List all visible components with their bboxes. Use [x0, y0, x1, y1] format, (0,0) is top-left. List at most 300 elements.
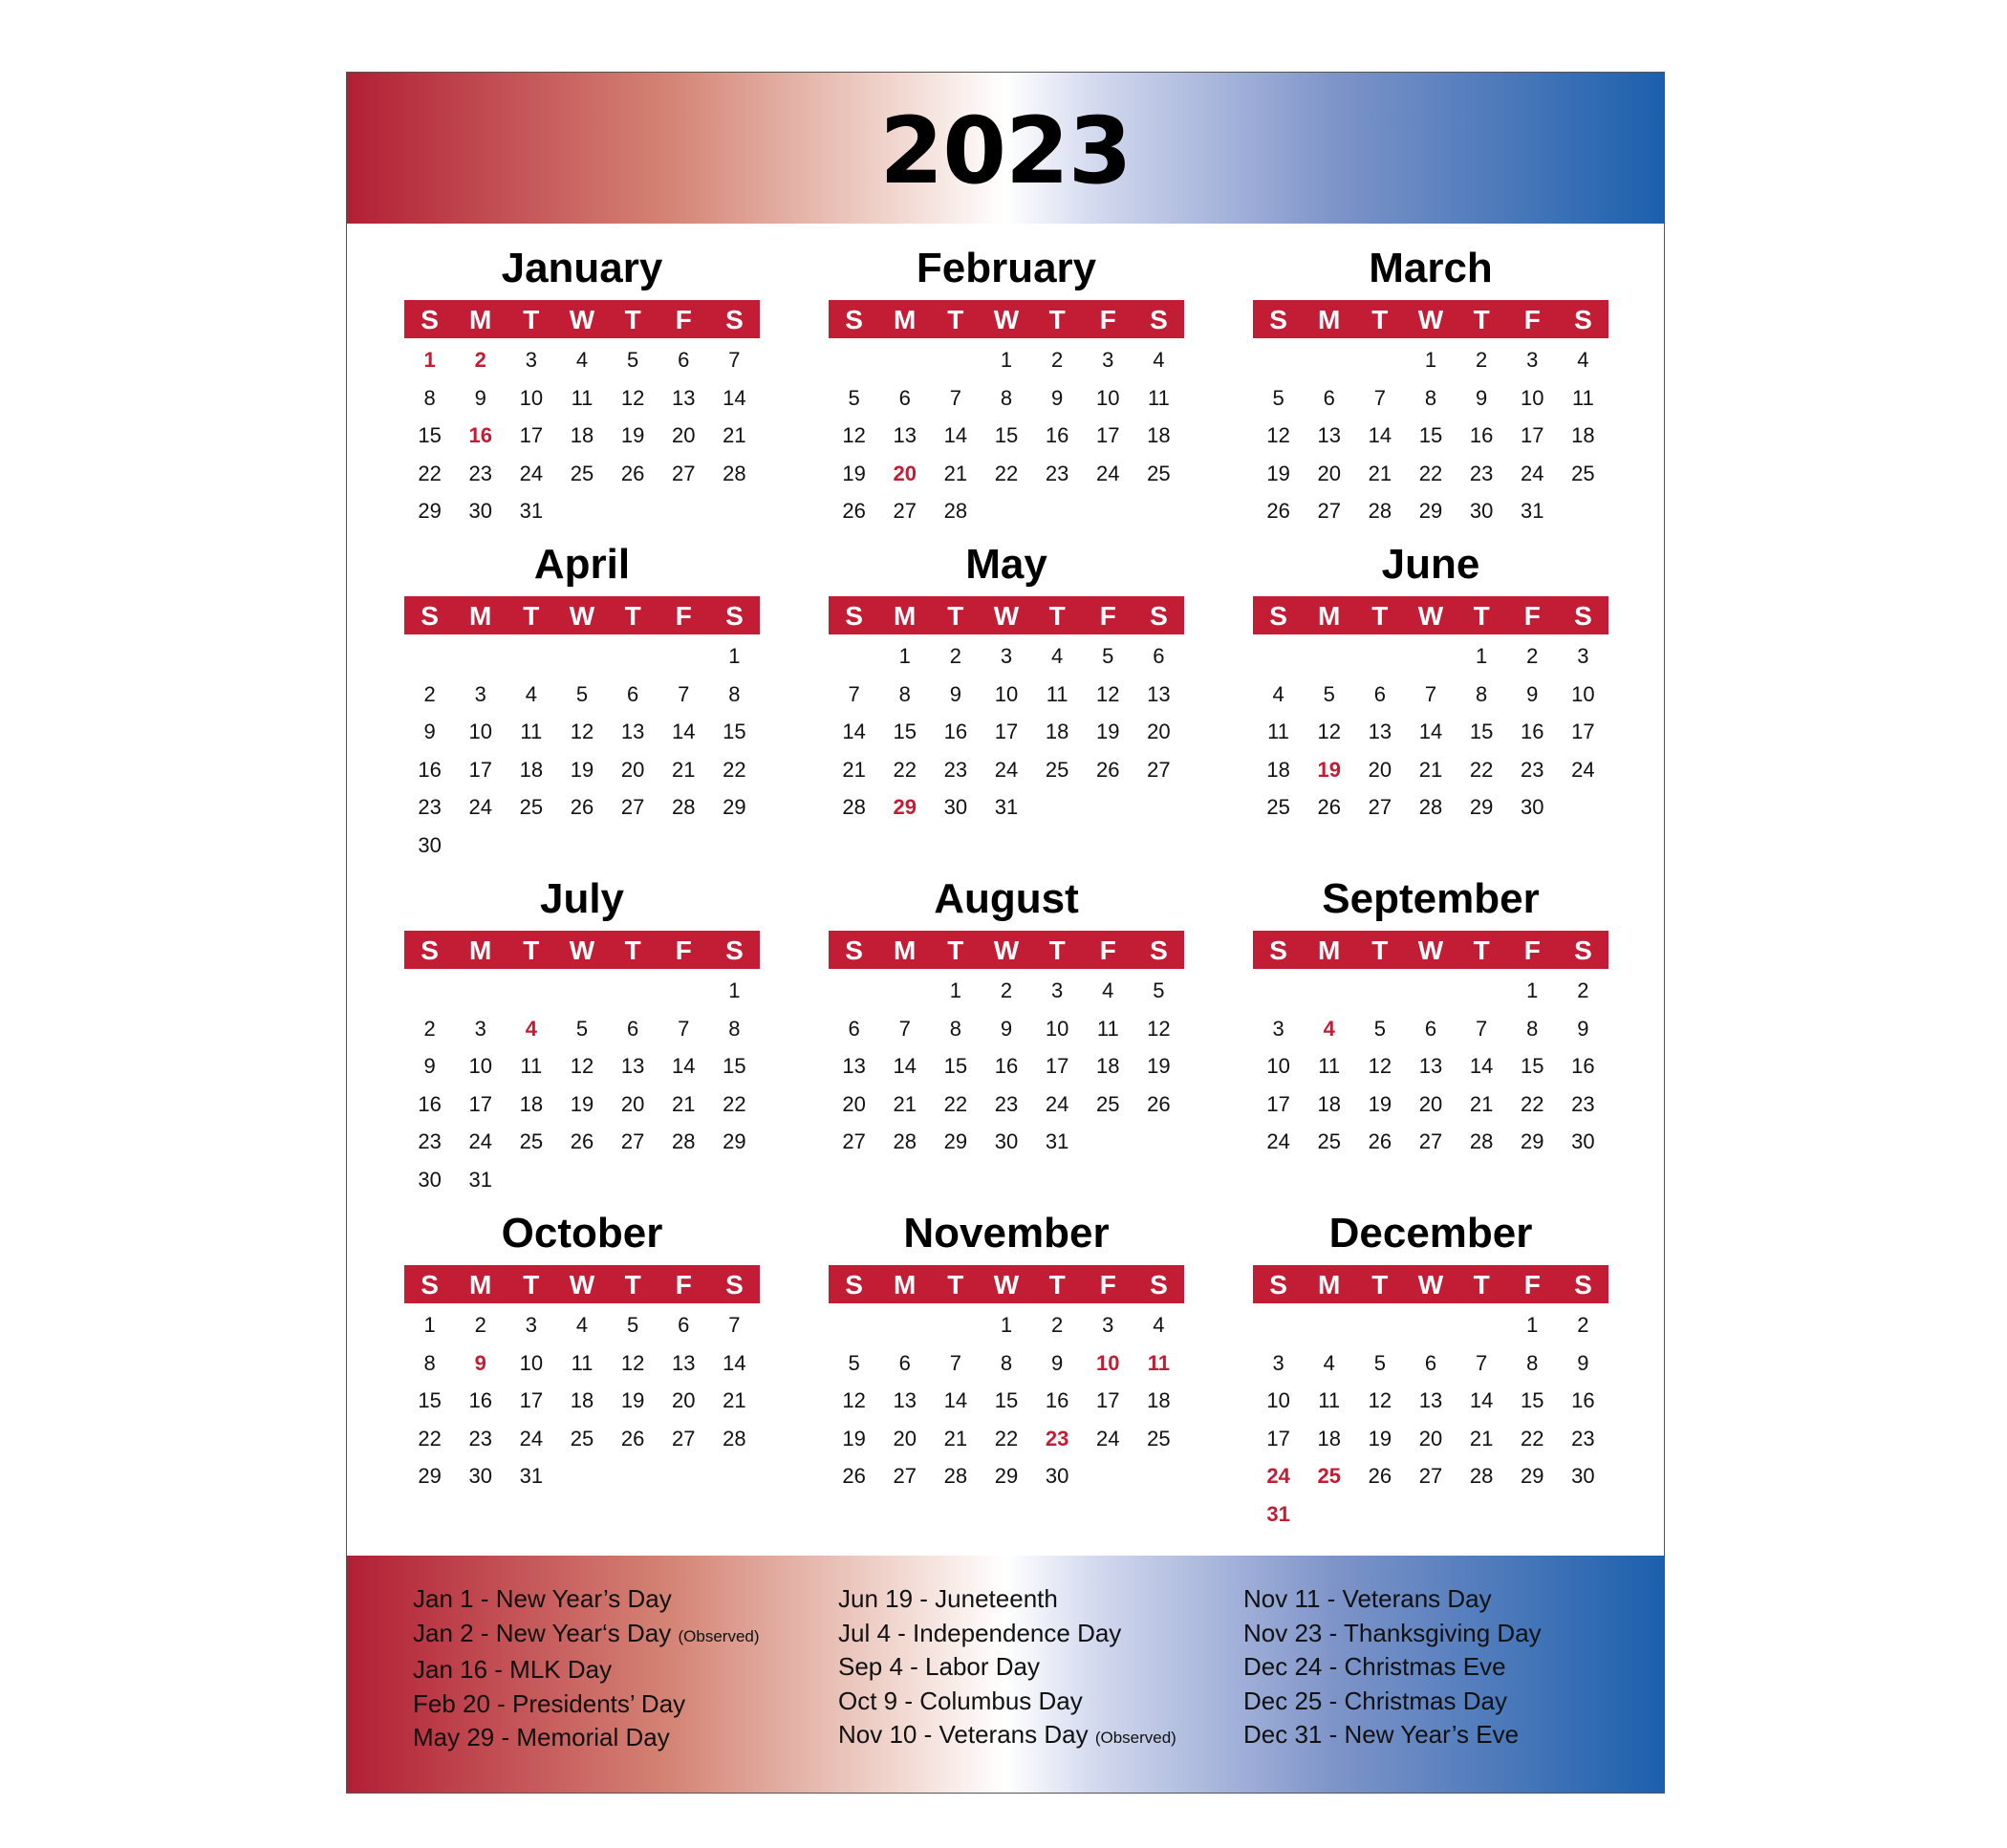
calendar-date: 14	[723, 1350, 746, 1375]
calendar-date: 7	[678, 1016, 690, 1041]
year-title: 2023	[879, 97, 1132, 204]
calendar-date: 28	[893, 1129, 917, 1153]
weekday-label: T	[1473, 601, 1490, 631]
calendar-date: 16	[1521, 720, 1544, 743]
calendar-date: 15	[1418, 423, 1443, 447]
calendar-date: 24	[519, 461, 544, 485]
calendar-date: 29	[943, 1129, 968, 1153]
empty-day	[455, 637, 506, 676]
calendar-date: 17	[1045, 1054, 1069, 1078]
weekday-header	[404, 931, 760, 969]
day-grid	[829, 1303, 1184, 1495]
calendar-date: 1	[1526, 978, 1539, 1002]
calendar-date: 23	[418, 1129, 442, 1153]
day-grid	[404, 1303, 760, 1495]
year-header	[347, 73, 1664, 224]
calendar-date: 14	[672, 1054, 696, 1078]
calendar-date: 21	[893, 1091, 917, 1116]
empty-day	[1253, 1306, 1304, 1344]
calendar-date: 31	[994, 795, 1019, 819]
month-name: March	[1369, 245, 1493, 291]
weekday-label: T	[1371, 601, 1389, 631]
holiday-date: 23	[1045, 1426, 1069, 1450]
calendar-date: 4	[1577, 348, 1589, 372]
day-grid	[1253, 969, 1608, 1161]
day-grid	[404, 338, 760, 530]
weekday-header	[404, 1265, 760, 1303]
calendar-date: 13	[842, 1054, 866, 1078]
empty-day	[506, 972, 556, 1010]
calendar-date: 18	[570, 423, 594, 447]
calendar-date: 10	[468, 720, 492, 743]
calendar-date: 27	[893, 499, 917, 523]
empty-day	[404, 972, 455, 1010]
calendar-date: 3	[1272, 1016, 1284, 1041]
weekday-header	[829, 300, 1184, 338]
day-grid	[829, 338, 1184, 530]
calendar-date: 11	[1571, 385, 1594, 410]
calendar-date: 29	[1521, 1464, 1544, 1488]
holiday-date: 1	[423, 348, 436, 372]
calendar-date: 6	[898, 1350, 911, 1375]
calendar-page	[346, 72, 1665, 1794]
calendar-date: 23	[468, 1426, 492, 1450]
weekday-label: W	[1417, 1270, 1444, 1300]
calendar-date: 21	[943, 461, 968, 485]
calendar-date: 1	[1424, 348, 1437, 372]
weekday-label: T	[523, 305, 540, 334]
calendar-date: 3	[525, 348, 537, 372]
weekday-label: S	[1574, 1270, 1592, 1300]
calendar-date: 27	[1418, 1129, 1443, 1153]
calendar-date: 6	[678, 1313, 690, 1337]
holiday-text: Nov 11 - Veterans Day	[1243, 1584, 1492, 1613]
month-name: September	[1322, 875, 1540, 922]
calendar-date: 5	[627, 348, 639, 372]
weekday-label: F	[1099, 601, 1116, 631]
empty-day	[1405, 972, 1456, 1010]
calendar-date: 27	[893, 1464, 917, 1488]
calendar-date: 17	[1266, 1091, 1290, 1116]
calendar-date: 4	[1051, 644, 1064, 668]
empty-day	[1354, 341, 1405, 379]
calendar-date: 7	[1424, 681, 1437, 706]
calendar-date: 12	[570, 1054, 594, 1078]
calendar-date: 18	[1096, 1054, 1120, 1078]
day-grid	[404, 634, 760, 864]
calendar-date: 11	[520, 720, 543, 743]
holiday-date: 29	[893, 795, 917, 819]
calendar-date: 23	[943, 757, 968, 782]
weekday-label: M	[894, 305, 917, 334]
weekday-label: T	[1048, 935, 1066, 965]
calendar-date: 13	[1317, 423, 1341, 447]
calendar-date: 26	[1368, 1464, 1392, 1488]
weekday-label: M	[469, 1270, 492, 1300]
calendar-date: 18	[1571, 423, 1595, 447]
calendar-date: 1	[728, 978, 741, 1002]
calendar-date: 2	[1051, 1313, 1064, 1337]
month-name: May	[965, 541, 1047, 588]
weekday-label: S	[1574, 305, 1592, 334]
month-april	[404, 539, 760, 864]
calendar-date: 7	[949, 1350, 961, 1375]
calendar-date: 6	[898, 385, 911, 410]
calendar-date: 29	[994, 1464, 1019, 1488]
month-september	[1253, 873, 1608, 1161]
calendar-date: 6	[627, 1016, 639, 1041]
calendar-date: 27	[842, 1129, 866, 1153]
calendar-date: 15	[994, 1388, 1019, 1412]
weekday-header	[829, 931, 1184, 969]
calendar-date: 7	[898, 1016, 911, 1041]
empty-day	[1457, 1306, 1507, 1344]
empty-day	[404, 637, 455, 676]
weekday-label: F	[675, 601, 692, 631]
calendar-date: 13	[1368, 720, 1392, 743]
empty-day	[1354, 637, 1405, 676]
calendar-date: 14	[672, 720, 696, 743]
calendar-date: 30	[468, 499, 492, 523]
calendar-date: 14	[943, 1388, 968, 1412]
weekday-header	[1253, 931, 1608, 969]
weekday-label: S	[421, 305, 439, 334]
calendar-date: 26	[620, 1426, 645, 1450]
holiday-note: (Observed)	[678, 1626, 760, 1645]
weekday-header	[829, 1265, 1184, 1303]
weekday-label: M	[1318, 305, 1341, 334]
calendar-date: 28	[672, 1129, 696, 1153]
month-july	[404, 873, 760, 1198]
weekday-label: T	[624, 935, 641, 965]
calendar-date: 10	[1266, 1054, 1290, 1078]
calendar-date: 5	[627, 1313, 639, 1337]
calendar-date: 11	[1046, 681, 1068, 706]
weekday-label: F	[1523, 1270, 1541, 1300]
weekday-label: T	[1473, 305, 1490, 334]
month-name: October	[501, 1210, 663, 1257]
holiday-item	[413, 1721, 760, 1755]
calendar-date: 18	[1317, 1091, 1341, 1116]
weekday-label: S	[421, 1270, 439, 1300]
calendar-date: 11	[1267, 720, 1289, 743]
calendar-date: 27	[1147, 757, 1171, 782]
holiday-item	[413, 1617, 760, 1654]
calendar-date: 1	[1000, 348, 1013, 372]
calendar-date: 16	[1571, 1388, 1595, 1412]
calendar-date: 11	[1096, 1016, 1119, 1041]
calendar-date: 17	[1096, 1388, 1120, 1412]
calendar-date: 11	[520, 1054, 543, 1078]
calendar-date: 2	[1000, 978, 1013, 1002]
calendar-date: 8	[1000, 385, 1013, 410]
calendar-date: 8	[728, 681, 741, 706]
calendar-date: 13	[672, 1350, 696, 1375]
calendar-date: 4	[575, 1313, 589, 1337]
calendar-date: 9	[1476, 385, 1488, 410]
holiday-text: Jul 4 - Independence Day	[838, 1618, 1122, 1647]
calendar-date: 29	[723, 795, 746, 819]
calendar-date: 2	[423, 1016, 436, 1041]
calendar-date: 15	[418, 423, 442, 447]
calendar-date: 22	[418, 461, 442, 485]
weekday-label: M	[469, 601, 492, 631]
calendar-date: 8	[898, 681, 911, 706]
holiday-date: 19	[1317, 757, 1341, 782]
calendar-date: 28	[672, 795, 696, 819]
empty-day	[608, 972, 658, 1010]
calendar-date: 31	[519, 499, 544, 523]
calendar-date: 26	[570, 1129, 594, 1153]
holiday-item	[838, 1617, 1176, 1651]
empty-day	[930, 341, 981, 379]
calendar-date: 21	[1368, 461, 1392, 485]
calendar-date: 9	[474, 385, 486, 410]
weekday-label: S	[1150, 305, 1168, 334]
holiday-date: 31	[1266, 1501, 1290, 1526]
calendar-date: 24	[1096, 461, 1120, 485]
calendar-date: 19	[1368, 1426, 1392, 1450]
calendar-date: 21	[943, 1426, 968, 1450]
calendar-date: 7	[949, 385, 961, 410]
calendar-date: 22	[723, 757, 746, 782]
calendar-date: 7	[1476, 1016, 1488, 1041]
calendar-date: 10	[1266, 1388, 1290, 1412]
holiday-date: 16	[468, 423, 492, 447]
calendar-date: 3	[1000, 644, 1013, 668]
calendar-date: 6	[627, 681, 639, 706]
weekday-label: S	[1150, 1270, 1168, 1300]
calendar-date: 14	[723, 385, 746, 410]
calendar-date: 18	[1147, 1388, 1171, 1412]
calendar-date: 23	[468, 461, 492, 485]
weekday-label: W	[1417, 601, 1444, 631]
calendar-date: 2	[1476, 348, 1488, 372]
empty-day	[1354, 972, 1405, 1010]
weekday-label: T	[523, 601, 540, 631]
weekday-label: T	[1371, 935, 1389, 965]
calendar-date: 17	[994, 720, 1019, 743]
calendar-date: 19	[620, 1388, 645, 1412]
calendar-date: 19	[1368, 1091, 1392, 1116]
calendar-date: 23	[1045, 461, 1069, 485]
calendar-date: 15	[893, 720, 917, 743]
calendar-date: 20	[893, 1426, 917, 1450]
weekday-label: S	[725, 305, 744, 334]
calendar-date: 23	[418, 795, 442, 819]
calendar-date: 21	[842, 757, 866, 782]
calendar-date: 27	[620, 795, 645, 819]
calendar-date: 10	[1571, 681, 1595, 706]
calendar-date: 14	[1469, 1388, 1494, 1412]
holiday-date: 10	[1096, 1350, 1120, 1375]
calendar-date: 28	[842, 795, 866, 819]
calendar-date: 19	[842, 461, 866, 485]
holiday-text: Dec 25 - Christmas Day	[1243, 1686, 1507, 1715]
calendar-date: 20	[1368, 757, 1392, 782]
holiday-item	[838, 1650, 1176, 1685]
calendar-date: 2	[1051, 348, 1064, 372]
calendar-date: 18	[519, 1091, 544, 1116]
weekday-label: T	[1473, 1270, 1490, 1300]
calendar-date: 11	[1318, 1388, 1341, 1412]
holiday-column	[413, 1582, 760, 1755]
calendar-date: 7	[678, 681, 690, 706]
calendar-date: 7	[728, 348, 741, 372]
calendar-date: 13	[620, 1054, 645, 1078]
calendar-date: 17	[468, 757, 492, 782]
empty-day	[506, 637, 556, 676]
weekday-label: F	[1099, 305, 1116, 334]
holiday-text: Feb 20 - Presidents’ Day	[413, 1688, 686, 1718]
calendar-date: 29	[418, 1464, 442, 1488]
weekday-label: S	[421, 935, 439, 965]
calendar-date: 28	[1469, 1129, 1494, 1153]
holiday-date: 20	[893, 461, 917, 485]
calendar-date: 6	[1424, 1350, 1437, 1375]
calendar-date: 3	[1051, 978, 1064, 1002]
calendar-date: 17	[519, 423, 544, 447]
weekday-header	[404, 596, 760, 634]
calendar-date: 14	[1469, 1054, 1494, 1078]
holiday-date: 24	[1266, 1464, 1290, 1488]
calendar-date: 4	[1323, 1350, 1335, 1375]
weekday-label: S	[725, 1270, 744, 1300]
holiday-date: 9	[474, 1350, 486, 1375]
empty-day	[1405, 1306, 1456, 1344]
holiday-text: Jun 19 - Juneteenth	[838, 1584, 1058, 1613]
calendar-date: 26	[1096, 757, 1120, 782]
calendar-date: 15	[418, 1388, 442, 1412]
weekday-label: M	[894, 935, 917, 965]
calendar-date: 8	[423, 385, 436, 410]
weekday-label: M	[894, 601, 917, 631]
calendar-date: 25	[1266, 795, 1290, 819]
month-february	[829, 243, 1184, 530]
calendar-date: 8	[728, 1016, 741, 1041]
holiday-date: 4	[1323, 1016, 1335, 1041]
calendar-date: 24	[1521, 461, 1544, 485]
calendar-date: 12	[1266, 423, 1290, 447]
calendar-date: 22	[1469, 757, 1494, 782]
calendar-date: 27	[672, 461, 696, 485]
calendar-date: 25	[519, 1129, 544, 1153]
empty-day	[556, 637, 607, 676]
calendar-date: 9	[1526, 681, 1539, 706]
weekday-label: S	[725, 935, 744, 965]
weekday-label: W	[569, 1270, 595, 1300]
calendar-date: 30	[418, 1167, 442, 1192]
calendar-date: 15	[943, 1054, 968, 1078]
calendar-date: 5	[1373, 1016, 1386, 1041]
calendar-date: 19	[570, 1091, 594, 1116]
holiday-column	[1243, 1582, 1542, 1752]
calendar-date: 30	[1571, 1464, 1595, 1488]
month-name: February	[916, 245, 1097, 291]
weekday-label: S	[1150, 601, 1168, 631]
holiday-item	[838, 1582, 1176, 1617]
empty-day	[930, 1306, 981, 1344]
calendar-date: 20	[620, 757, 645, 782]
calendar-date: 24	[468, 795, 492, 819]
weekday-label: T	[1048, 305, 1066, 334]
weekday-label: F	[1523, 935, 1541, 965]
calendar-date: 4	[1153, 1313, 1165, 1337]
calendar-date: 15	[1521, 1388, 1544, 1412]
calendar-date: 20	[1317, 461, 1341, 485]
weekday-label: F	[675, 935, 692, 965]
weekday-header	[1253, 1265, 1608, 1303]
calendar-date: 26	[1266, 499, 1290, 523]
calendar-date: 12	[1368, 1054, 1392, 1078]
holiday-item	[838, 1718, 1176, 1755]
calendar-date: 9	[1051, 1350, 1064, 1375]
calendar-date: 5	[1102, 644, 1114, 668]
empty-day	[829, 637, 879, 676]
calendar-date: 7	[1373, 385, 1386, 410]
weekday-label: S	[725, 601, 744, 631]
calendar-date: 31	[468, 1167, 492, 1192]
calendar-date: 30	[994, 1129, 1019, 1153]
calendar-date: 30	[418, 832, 442, 857]
calendar-date: 6	[1153, 644, 1165, 668]
month-november	[829, 1208, 1184, 1495]
weekday-label: W	[993, 601, 1020, 631]
calendar-date: 10	[519, 385, 544, 410]
calendar-date: 16	[994, 1054, 1019, 1078]
calendar-date: 1	[949, 978, 961, 1002]
calendar-date: 30	[943, 795, 968, 819]
calendar-date: 5	[1272, 385, 1284, 410]
calendar-date: 21	[723, 423, 746, 447]
month-name: April	[533, 541, 631, 588]
calendar-date: 8	[1424, 385, 1437, 410]
empty-day	[829, 972, 879, 1010]
calendar-date: 27	[1317, 499, 1341, 523]
calendar-date: 13	[1418, 1054, 1443, 1078]
calendar-date: 2	[423, 681, 436, 706]
month-name: June	[1381, 541, 1480, 588]
calendar-date: 13	[1418, 1388, 1443, 1412]
calendar-date: 25	[1571, 461, 1595, 485]
calendar-date: 14	[842, 720, 866, 743]
calendar-date: 16	[1045, 423, 1069, 447]
calendar-date: 24	[1571, 757, 1595, 782]
calendar-date: 4	[525, 681, 537, 706]
empty-day	[608, 637, 658, 676]
day-grid	[1253, 634, 1608, 827]
weekday-label: W	[993, 1270, 1020, 1300]
calendar-date: 23	[1521, 757, 1544, 782]
empty-day	[879, 1306, 930, 1344]
weekday-label: S	[1150, 935, 1168, 965]
empty-day	[658, 972, 709, 1010]
calendar-date: 30	[1045, 1464, 1069, 1488]
calendar-date: 30	[1571, 1129, 1595, 1153]
calendar-date: 1	[1476, 644, 1488, 668]
calendar-date: 1	[423, 1313, 436, 1337]
weekday-label: S	[845, 935, 863, 965]
weekday-label: T	[1048, 1270, 1066, 1300]
calendar-date: 17	[1571, 720, 1595, 743]
calendar-date: 11	[1147, 385, 1170, 410]
calendar-date: 20	[1418, 1091, 1443, 1116]
calendar-date: 3	[1102, 348, 1114, 372]
calendar-date: 6	[1424, 1016, 1437, 1041]
calendar-date: 4	[1272, 681, 1284, 706]
holiday-item	[413, 1653, 760, 1687]
calendar-date: 27	[672, 1426, 696, 1450]
